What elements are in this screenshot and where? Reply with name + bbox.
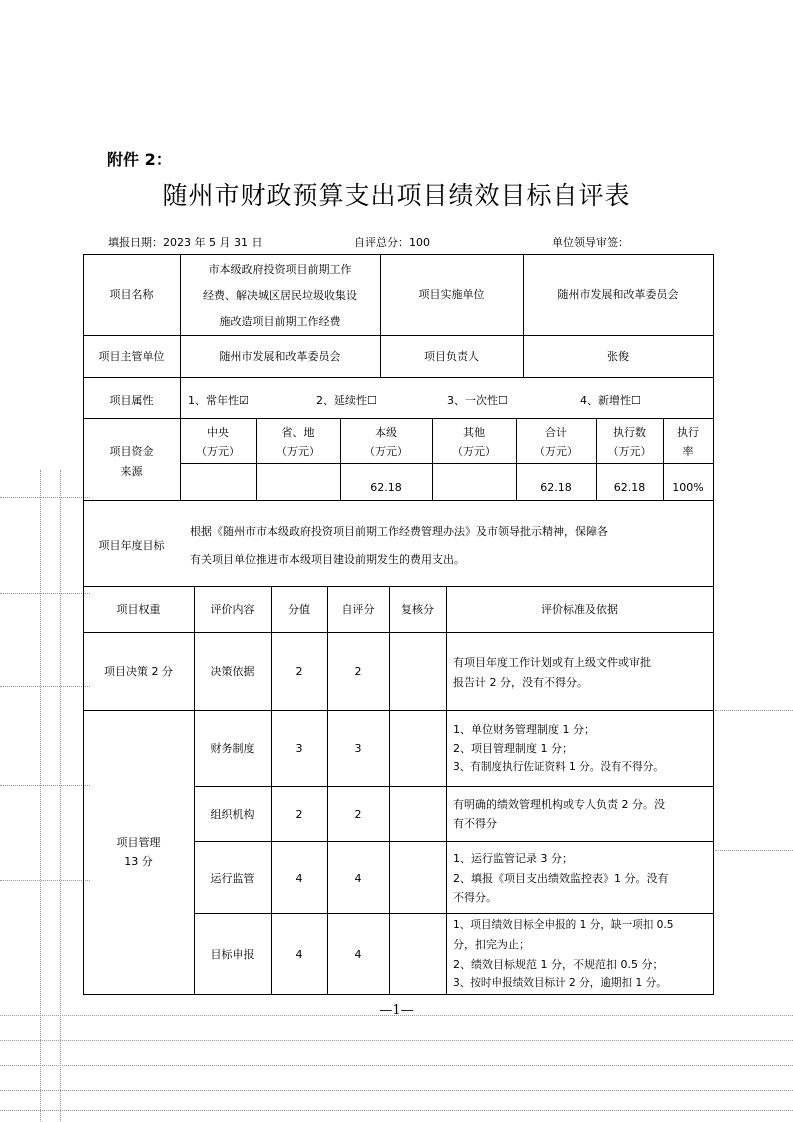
row-basis-line: 1、单位财务管理制度 1 分； [453, 723, 595, 736]
funds-value-local: 62.18 [370, 481, 402, 494]
funds-header: 合计 [545, 426, 567, 439]
decision-basis-line: 报告计 2 分，没有不得分。 [453, 676, 588, 689]
row-basis-line: 3、按时申报绩效目标计 2 分，逾期扣 1 分。 [453, 977, 667, 989]
leader-sign-label: 单位领导审签： [552, 236, 629, 249]
funds-header: 中央 [207, 426, 229, 439]
attr-option-continuing: 2、延续性☐ [316, 394, 377, 407]
decision-score: 2 [295, 665, 303, 678]
funds-header: 执行数 [613, 426, 646, 439]
attachment-label: 附件 2： [107, 150, 172, 169]
funds-header-unit: （万元） [452, 445, 496, 458]
eval-header-self: 自评分 [341, 603, 375, 616]
scan-dotted-line [0, 497, 90, 498]
row-self-score: 4 [354, 872, 362, 885]
mgmt-weight-score: 13 分 [124, 855, 153, 868]
scan-dotted-line [60, 470, 61, 1122]
row-basis-line: 分，扣完为止； [453, 938, 530, 951]
eval-header-basis: 评价标准及依据 [541, 603, 618, 616]
project-name-line: 市本级政府投资项目前期工作 [208, 263, 352, 276]
row-basis-line: 2、填报《项目支出绩效监控表》1 分。没有 [453, 872, 669, 885]
scan-dotted-line [0, 1040, 793, 1041]
funds-header-unit: 率 [682, 445, 694, 458]
eval-header-weight: 项目权重 [116, 603, 161, 616]
funds-header-unit: （万元） [364, 445, 408, 458]
eval-header-review: 复核分 [401, 603, 434, 616]
funds-header-unit: （万元） [196, 445, 240, 458]
row-self-score: 4 [354, 948, 362, 961]
funds-header: 执行 [677, 426, 699, 439]
row-basis-line: 2、项目管理制度 1 分； [453, 742, 573, 755]
attr-option-onetime: 3、一次性☐ [447, 394, 508, 407]
row-basis-line: 有明确的绩效管理机构或专人负责 2 分。没 [453, 798, 665, 811]
scan-dotted-line [0, 880, 90, 881]
funds-header-unit: （万元） [607, 445, 652, 458]
funds-value-total: 62.18 [540, 481, 572, 494]
funds-value-rate: 100% [672, 481, 704, 494]
row-basis-line: 3、有制度执行佐证资料 1 分。没有不得分。 [453, 761, 664, 773]
attr-label: 项目属性 [109, 394, 154, 407]
eval-header-content: 评价内容 [210, 603, 255, 616]
goal-text-line: 有关项目单位推进市本级项目建设前期发生的费用支出。 [190, 553, 465, 566]
row-basis-line: 不得分。 [453, 891, 497, 904]
page-title: 随州市财政预算支出项目绩效目标自评表 [162, 181, 631, 210]
scan-dotted-line [0, 1090, 793, 1091]
row-basis-line: 1、项目绩效目标全申报的 1 分，缺一项扣 0.5 [453, 919, 674, 931]
row-score: 4 [295, 872, 303, 885]
self-score-total: 自评总分：100 [354, 236, 430, 249]
scan-dotted-line [0, 593, 90, 594]
project-name-line: 施改造项目前期工作经费 [219, 315, 341, 328]
row-self-score: 2 [354, 808, 362, 821]
scan-dotted-line [0, 785, 90, 786]
supervisor-value: 随州市发展和改革委员会 [219, 350, 341, 363]
fill-date: 填报日期：2023 年 5 月 31 日 [108, 236, 263, 249]
decision-self-score: 2 [354, 665, 362, 678]
funds-label: 来源 [120, 465, 143, 478]
scan-dotted-line [0, 1110, 793, 1111]
row-score: 3 [295, 742, 303, 755]
funds-header: 其他 [463, 426, 485, 439]
project-name-line: 经费、解决城区居民垃圾收集设 [203, 289, 357, 302]
row-basis-line: 2、绩效目标规范 1 分，不规范扣 0.5 分； [453, 958, 664, 971]
goal-label: 项目年度目标 [98, 539, 165, 552]
decision-content: 决策依据 [210, 665, 255, 678]
scan-dotted-line [40, 470, 41, 1122]
funds-header-unit: （万元） [534, 445, 578, 458]
row-basis-line: 有不得分 [453, 817, 497, 830]
page-number: —1— [379, 1003, 414, 1018]
leader-label: 项目负责人 [424, 350, 479, 363]
supervisor-label: 项目主管单位 [98, 350, 165, 363]
scan-dotted-line [715, 850, 793, 851]
funds-header-unit: （万元） [276, 445, 320, 458]
decision-basis-line: 有项目年度工作计划或有上级文件或审批 [453, 656, 651, 669]
row-score: 2 [295, 808, 303, 821]
funds-label: 项目资金 [109, 445, 154, 458]
scan-dotted-line [0, 686, 90, 687]
row-content: 目标申报 [210, 948, 255, 961]
impl-unit-label: 项目实施单位 [418, 288, 485, 301]
attr-option-new: 4、新增性☐ [580, 394, 641, 407]
row-score: 4 [295, 948, 303, 961]
scan-dotted-line [715, 710, 793, 711]
row-content: 运行监管 [210, 872, 255, 885]
goal-text-line: 根据《随州市市本级政府投资项目前期工作经费管理办法》及市领导批示精神，保障各 [190, 525, 608, 538]
decision-weight: 项目决策 2 分 [104, 665, 173, 678]
scan-dotted-line [0, 1065, 793, 1066]
attr-option-regular: 1、常年性☑ [188, 394, 249, 407]
row-content: 组织机构 [210, 808, 255, 821]
mgmt-weight: 项目管理 [116, 836, 161, 849]
row-self-score: 3 [354, 742, 362, 755]
eval-header-score: 分值 [288, 603, 310, 616]
leader-value: 张俊 [607, 350, 629, 363]
funds-header: 本级 [375, 426, 397, 439]
impl-unit-value: 随州市发展和改革委员会 [557, 288, 679, 301]
funds-value-executed: 62.18 [613, 481, 646, 494]
funds-header: 省、地 [281, 426, 315, 439]
row-basis-line: 1、运行监管记录 3 分； [453, 852, 573, 865]
project-name-label: 项目名称 [109, 288, 154, 301]
row-content: 财务制度 [210, 742, 255, 755]
